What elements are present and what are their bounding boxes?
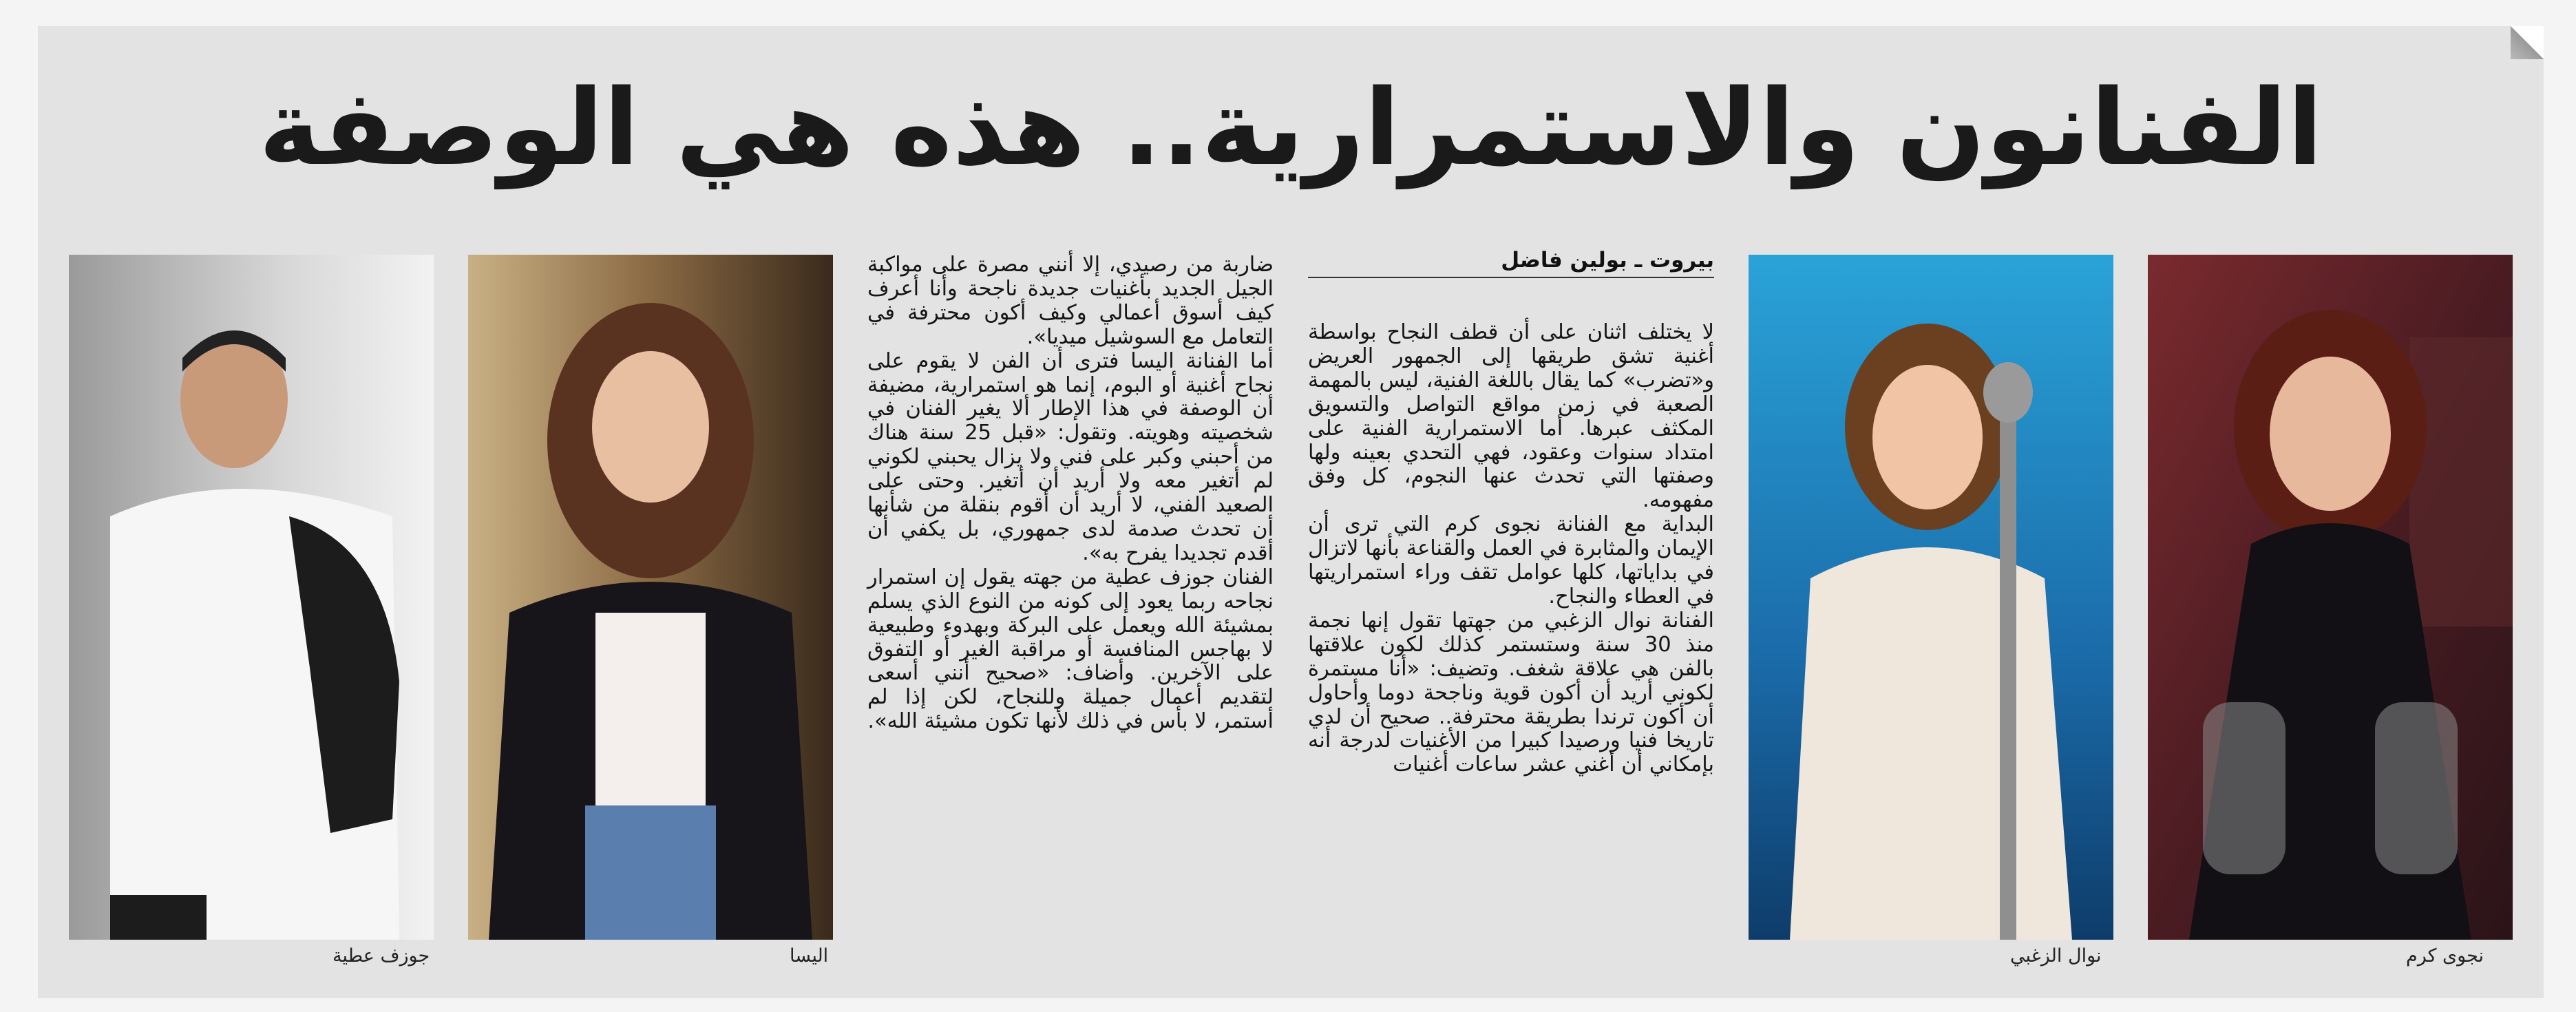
text-column-right [1308, 321, 1714, 999]
photo-joseph-attieh [69, 255, 434, 940]
caption-joseph-attieh: جوزف عطية [332, 945, 430, 967]
caption-najwa-karam: نجوى كرم [2406, 945, 2484, 967]
article-headline: الفنانون والاستمرارية.. هذه هي الوصفة [258, 67, 2323, 189]
paragraph: البداية مع الفنانة نجوى كرم التي ترى أن الإيمان والمثابرة في العمل والقناعة بأنها لاتزال في بداياتها، كلها عوامل تقف وراء استمراريتها في العطاء والنجاح. [1308, 512, 1714, 609]
caption-nawal-al-zoghbi: نوال الزغبي [2010, 945, 2102, 967]
paragraph: أما الفنانة اليسا فترى أن الفن لا يقوم على نجاح أغنية أو البوم، إنما هو استمرارية، مضيفة أن الوصفة في هذا الإطار ألا يغير الفنان في شخصيته وهويته. وتقول: «قبل 25 سنة هناك من أحبني وكبر على فني ولا يزال يحبني لكوني لم أتغير معه ولا أريد أن أتغير. وحتى على الصعيد الفني، لا أريد أن أقوم بنقلة من شأنها أن تحدث صدمة لدى جمهوري، بل يكفي أن أقدم تجديدا يفرح به». [867, 348, 1274, 565]
paragraph: لا يختلف اثنان على أن قطف النجاح بواسطة أغنية تشق طريقها إلى الجمهور العريض و«تضرب» كما يقال باللغة الفنية، ليس بالمهمة الصعبة في زمن مواقع التواصل والتسويق المكثف عبرها. أما الاستمرارية الفنية على امتداد سنوات وعقود، فهي التحدي بعينه ولها وصفتها التي تحدث عنها النجوم، كل وفق مفهومه. [1308, 320, 1714, 513]
photo-nawal-al-zoghbi [1749, 255, 2113, 940]
newspaper-clipping [38, 26, 2544, 998]
paragraph: ضاربة من رصيدي، إلا أنني مصرة على مواكبة الجيل الجديد بأغنيات جديدة ناجحة وأنا أعرف كيف أسوق أعمالي وكيف أكون محترفة في التعامل مع السوشيل ميديا». [867, 253, 1274, 349]
photo-najwa-karam [2148, 255, 2513, 940]
text-column-left [867, 253, 1274, 997]
paragraph: الفنان جوزف عطية من جهته يقول إن استمرار نجاحه ربما يعود إلى كونه من النوع الذي يسلم بمشيئة الله ويعمل على البركة وبهدوء وطبيعية لا بهاجس المنافسة أو مراقبة الغير أو التفوق على الآخرين. وأضاف: «صحيح أنني أسعى لتقديم أعمال جميلة وللنجاح، لكن إذا لم أستمر، لا بأس في ذلك لأنها تكون مشيئة الله». [867, 565, 1274, 734]
paragraph: الفنانة نوال الزغبي من جهتها تقول إنها نجمة منذ 30 سنة وستستمر كذلك لكون علاقتها بالفن هي علاقة شغف. وتضيف: «أنا مستمرة لكوني أريد أن أكون قوية وناجحة دوما وأحاول أن أكون ترندا بطريقة محترفة.. صحيح أن لدي تاريخا فنيا ورصيدا كبيرا من الأغنيات لدرجة أنه بإمكاني أن أغني عشر ساعات أغنيات [1308, 608, 1714, 777]
byline: بيروت ـ بولين فاضل [1308, 248, 1714, 278]
caption-elissa: اليسا [790, 945, 829, 967]
photo-elissa [468, 255, 833, 940]
